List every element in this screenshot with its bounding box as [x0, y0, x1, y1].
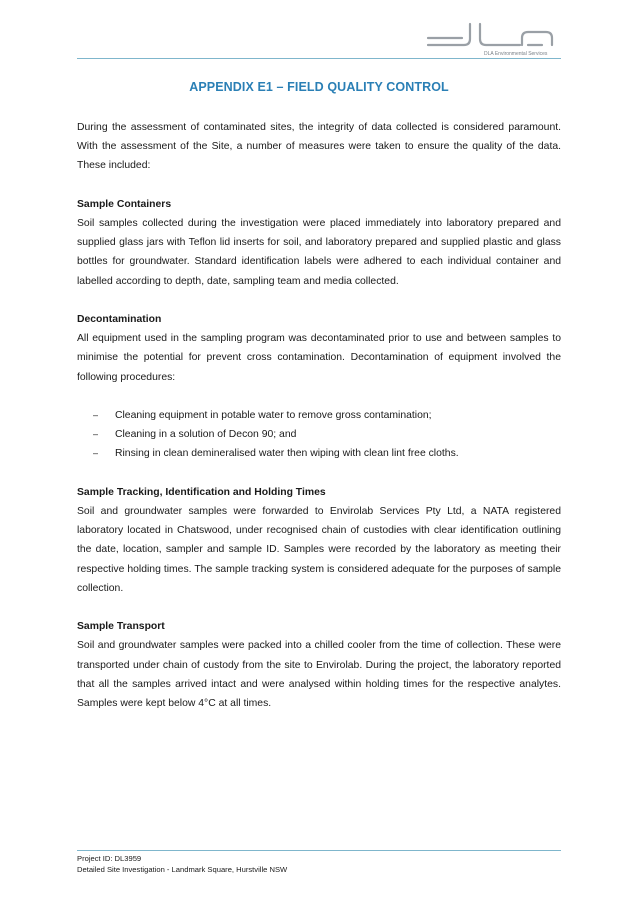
- decontamination-procedure-list: [77, 406, 561, 464]
- bullet-dash-icon: –: [93, 448, 99, 459]
- intro-paragraph: During the assessment of contaminated sites, the integrity of data collected is considered paramount. With the assessment of the Site, a number of measures were taken to ensure the quality of the data. These included:: [77, 122, 561, 172]
- section-body-tracking: Soil and groundwater samples were forwarded to Envirolab Services Pty Ltd, a NATA registered laboratory located in Chatswood, under recognised chain of custodies with clear identification outlining the date, location, sampler and sample ID. Samples were recorded by the laboratory as meeting their respective holding times. The sample tracking system is considered adequate for the purposes of sample collection.: [77, 506, 561, 594]
- section-heading-tracking: Sample Tracking, Identification and Holding Times: [77, 486, 326, 498]
- list-item: – Cleaning equipment in potable water to remove gross contamination;: [77, 406, 561, 425]
- bullet-dash-icon: –: [93, 410, 99, 420]
- company-logo: [424, 18, 564, 58]
- footer-divider: [77, 850, 561, 851]
- section-body-containers: Soil samples collected during the investigation were placed immediately into laboratory prepared and supplied glass jars with Teflon lid inserts for soil, and laboratory prepared and supplied plastic and glass bottles for groundwater. Standard identification labels were adhered to each individual container and labelled according to depth, date, sampling team and media collected.: [77, 218, 561, 287]
- list-item: – Rinsing in clean demineralised water then wiping with clean lint free cloths.: [77, 444, 561, 463]
- section-heading-transport: Sample Transport: [77, 621, 165, 633]
- bullet-dash-icon: –: [93, 429, 99, 440]
- section-body-transport: Soil and groundwater samples were packed into a chilled cooler from the time of collection. These were transported under chain of custody from the site to Envirolab. During the project, the laboratory reported that all the samples arrived intact and were analysed within holding times for the respective analytes. Samples were kept below 4°C at all times.: [77, 640, 561, 710]
- page-footer: [77, 853, 287, 875]
- document-body: [77, 118, 561, 713]
- list-item: – Cleaning in a solution of Decon 90; and: [77, 425, 561, 444]
- section-heading-decontamination: Decontamination: [77, 314, 162, 325]
- page-title: APPENDIX E1 – FIELD QUALITY CONTROL: [189, 80, 449, 94]
- header-divider: [77, 58, 561, 59]
- section-heading-containers: Sample Containers: [77, 198, 172, 210]
- svg-text:DLA Environmental Services: DLA Environmental Services: [484, 51, 548, 57]
- footer-project-name: Detailed Site Investigation - Landmark Square, Hurstville NSW: [77, 865, 288, 874]
- section-body-decontamination: All equipment used in the sampling program was decontaminated prior to use and between samples to minimise the potential for prevent cross contamination. Decontamination of equipment involved the following procedures:: [77, 333, 561, 383]
- footer-project-id: Project ID: DL3959: [77, 854, 142, 863]
